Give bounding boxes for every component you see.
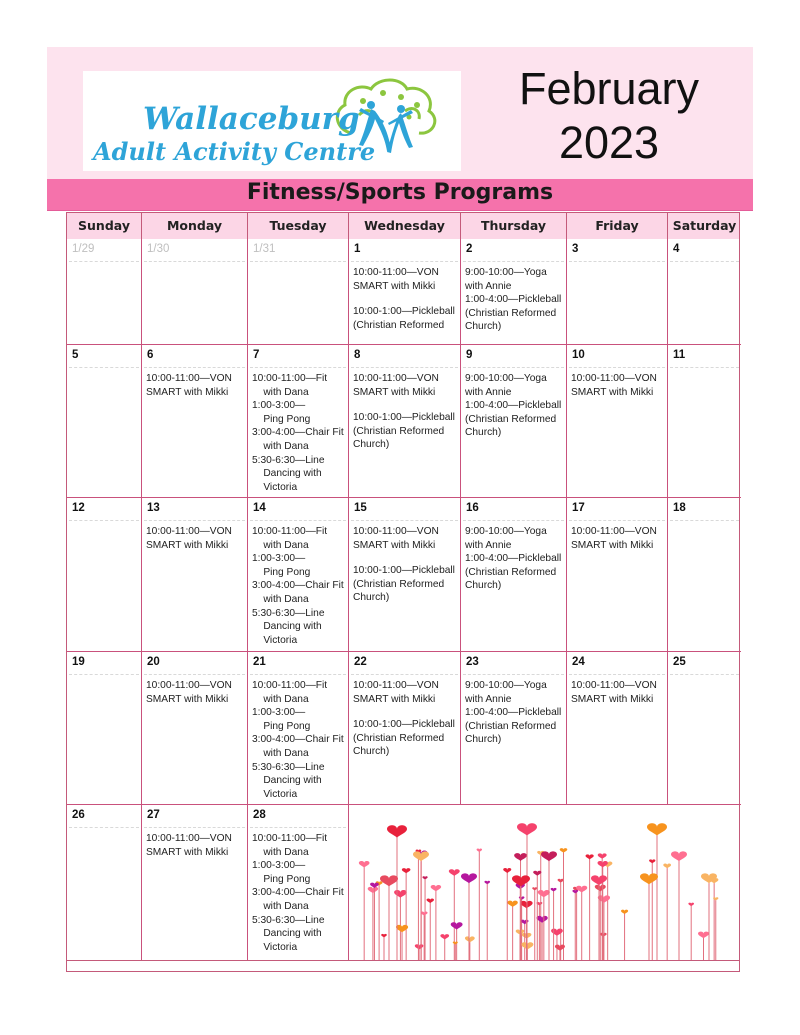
day-cell-1-29 [67,239,142,345]
day-cell-4 [668,239,741,345]
event-line: 1:00-3:00— [252,707,306,719]
heart-flower [600,933,607,937]
day-divider [670,367,739,368]
event-list [252,832,346,954]
day-divider [144,674,245,675]
event-line: 5:30-6:30—Line [252,454,325,466]
day-number: 1/31 [253,243,276,255]
day-divider [250,261,346,262]
event-list [465,525,564,593]
event-line: with Dana [252,846,309,858]
event-line: 1:00-4:00—Pickleball [465,400,562,412]
event-list [465,266,564,334]
event-line: SMART with Mikki [146,693,229,705]
hearts-decoration [349,816,737,960]
heart-flower [394,890,407,898]
day-cell-23 [461,652,567,805]
heart-flower [477,849,482,852]
event-list [465,679,564,747]
event-line: SMART with Mikki [353,386,436,398]
event-line: 10:00-11:00—Fit [252,833,328,844]
event-line: Church) [465,427,502,439]
day-number: 11 [673,349,686,361]
day-divider [69,367,139,368]
day-number: 5 [72,349,79,361]
event-line: 1:00-4:00—Pickleball [465,707,562,719]
event-line: Church) [465,580,502,592]
banner-title: Fitness/Sports Programs [246,180,554,205]
day-divider [670,520,739,521]
event-line: Victoria [252,941,298,953]
event-line: 5:30-6:30—Line [252,607,325,619]
weekday-saturday: Saturday [672,218,737,233]
event-line: with Dana [252,386,309,398]
event-line: (Christian Reformed [465,413,557,425]
event-line: 3:00-4:00—Chair Fit [252,887,344,899]
event-line: with Dana [252,747,309,759]
heart-flower [503,868,511,873]
weekday-monday: Monday [142,213,248,239]
event-list [571,679,665,706]
heart-flower [484,881,490,885]
logo-title-line1: Wallaceburg [143,101,360,137]
event-line: 1:00-3:00— [252,553,306,565]
header [47,47,753,179]
event-line: 10:00-11:00—VON [571,373,657,384]
day-cell-13 [142,498,248,652]
event-line: Victoria [252,481,298,493]
day-cell-2 [461,239,567,345]
weekday-thursday: Thursday [461,213,567,239]
heart-flower [640,873,658,884]
event-line: SMART with Mikki [146,846,229,858]
event-line: 1:00-3:00— [252,860,306,872]
event-list [252,372,346,494]
event-line: 9:00-10:00—Yoga [465,680,547,691]
event-line: 10:00-11:00—VON [571,680,657,691]
day-number: 9 [466,349,473,361]
heart-flower [598,861,608,868]
heart-flower [514,853,527,861]
day-cell-1-30 [142,239,248,345]
heart-flower [598,853,607,859]
heart-flower [380,875,398,886]
event-line: 10:00-1:00—Pickleball [353,719,455,731]
day-cell-12 [67,498,142,652]
heart-flower [532,887,537,890]
heart-flower [647,823,667,836]
heart-flower [586,854,594,859]
day-divider [351,674,458,675]
day-cell-1-31 [248,239,349,345]
calendar-footer-strip [66,960,740,972]
day-number: 26 [72,809,85,821]
heart-flower [595,885,606,892]
event-line: 10:00-1:00—Pickleball [353,565,455,577]
day-number: 3 [572,243,579,255]
day-divider [250,367,346,368]
day-cell-19 [67,652,142,805]
event-line: 1:00-4:00—Pickleball [465,294,562,306]
day-number: 20 [147,656,160,668]
programs-banner [47,179,753,211]
event-line: 10:00-11:00—VON [146,833,232,844]
day-divider [69,261,139,262]
event-line: (Christian Reformed [465,720,557,732]
event-line: 3:00-4:00—Chair Fit [252,734,344,746]
day-cell-24 [567,652,668,805]
event-line: with Annie [465,386,512,398]
weekday-tuesday: Tuesday [248,213,349,239]
day-divider [351,520,458,521]
day-divider [463,261,564,262]
event-line: Church) [465,734,502,746]
event-list [252,679,346,801]
day-number: 19 [72,656,85,668]
event-line: Victoria [252,788,298,800]
heart-flower [422,876,427,879]
day-number: 6 [147,349,154,361]
day-number: 18 [673,502,686,514]
day-cell-6 [142,345,248,498]
day-number: 2 [466,243,473,255]
event-line: with Dana [252,900,309,912]
heart-flower [576,886,587,893]
event-line: 10:00-11:00—VON [353,267,439,278]
heart-flower [519,896,525,900]
event-line: (Christian Reformed [353,319,445,331]
day-cell-9 [461,345,567,498]
heart-flower [461,873,477,883]
day-cell-16 [461,498,567,652]
event-line: (Christian Reformed [353,732,445,744]
heart-flower [387,825,407,838]
event-line: SMART with Mikki [571,539,654,551]
day-divider [144,520,245,521]
day-divider [69,520,139,521]
day-number: 1 [354,243,361,255]
weekday-wednesday: Wednesday [349,213,461,239]
heart-flower [465,936,475,942]
day-number: 25 [673,656,686,668]
day-divider [670,261,739,262]
day-divider [670,674,739,675]
event-list [146,679,245,706]
event-list [571,372,665,399]
day-cell-22 [349,652,461,805]
heart-flower [688,903,694,907]
event-line: 9:00-10:00—Yoga [465,526,547,537]
event-list [465,372,564,440]
day-number: 7 [253,349,260,361]
day-cell-21 [248,652,349,805]
event-line: SMART with Mikki [353,539,436,551]
event-line: 10:00-11:00—Fit [252,680,328,691]
day-cell-3 [567,239,668,345]
event-line: 10:00-11:00—VON [146,680,232,691]
day-number: 15 [354,502,367,514]
event-line: (Christian Reformed [465,307,557,319]
heart-flower [359,861,370,868]
day-cell-11 [668,345,741,498]
day-divider [250,674,346,675]
logo [83,71,461,171]
event-line: SMART with Mikki [571,386,654,398]
event-line: (Christian Reformed [465,566,557,578]
day-cell-8 [349,345,461,498]
day-number: 12 [72,502,85,514]
weekday-friday: Friday [567,213,668,239]
day-cell-14 [248,498,349,652]
day-cell-1 [349,239,461,345]
hearts-garden-image [349,816,737,960]
heart-flower [538,890,550,898]
day-divider [463,367,564,368]
event-list [146,525,245,552]
day-number: 16 [466,502,479,514]
day-number: 8 [354,349,361,361]
heart-flower [551,888,557,892]
event-list [252,525,346,647]
day-cell-25 [668,652,741,805]
event-line: with Annie [465,280,512,292]
event-line: 10:00-11:00—VON [571,526,657,537]
heart-flower [517,823,537,836]
heart-flower [533,871,541,876]
heart-flower [415,944,424,949]
event-list [146,832,245,859]
event-line: with Dana [252,593,309,605]
heart-flower [541,851,557,861]
event-list [353,266,458,332]
event-line: 10:00-11:00—Fit [252,373,328,384]
heart-flower [649,859,655,863]
event-line: with Annie [465,539,512,551]
day-divider [463,520,564,521]
heart-flower [558,879,564,883]
day-cell-28 [248,805,349,961]
title-year: 2023 [558,117,660,168]
event-line: 10:00-11:00—VON [146,373,232,384]
day-number: 4 [673,243,680,255]
day-divider [250,520,346,521]
day-number: 14 [253,502,266,514]
heart-flower [598,895,610,903]
heart-flower [507,901,517,908]
day-number: 17 [572,502,585,514]
event-line: 1:00-3:00— [252,400,306,412]
event-line: with Dana [252,440,309,452]
heart-flower [431,885,441,892]
event-line: 10:00-11:00—VON [353,373,439,384]
heart-flower [449,869,460,876]
event-line: with Annie [465,693,512,705]
heart-flower [536,916,547,923]
day-number: 13 [147,502,160,514]
heart-flower [368,887,378,894]
event-line: Ping Pong [252,566,311,578]
event-line: Dancing with [252,621,322,633]
day-divider [144,261,245,262]
day-cell-26 [67,805,142,961]
event-line: (Christian Reformed [353,425,445,437]
event-list [353,679,458,759]
event-line: Church) [465,321,502,333]
event-line: 5:30-6:30—Line [252,761,325,773]
event-list [146,372,245,399]
day-divider [569,261,665,262]
day-cell-27 [142,805,248,961]
event-line: Dancing with [252,468,322,480]
day-divider [463,674,564,675]
heart-flower [451,922,463,930]
event-line: 10:00-1:00—Pickleball [353,306,455,318]
title-month: February [518,63,700,114]
day-cell-20 [142,652,248,805]
day-number: 1/29 [72,243,95,255]
event-line: Church) [353,592,390,604]
event-line: 10:00-11:00—VON [146,526,232,537]
event-line: SMART with Mikki [146,386,229,398]
day-divider [69,674,139,675]
event-line: 9:00-10:00—Yoga [465,267,547,278]
heart-flower [591,875,607,885]
day-number: 24 [572,656,585,668]
weekday-sunday: Sunday [67,213,142,239]
event-line: 3:00-4:00—Chair Fit [252,580,344,592]
day-divider [569,520,665,521]
event-line: Ping Pong [252,873,311,885]
event-line: 5:30-6:30—Line [252,914,325,926]
heart-flower [671,851,687,861]
event-line: with Dana [252,539,309,551]
day-number: 21 [253,656,266,668]
day-cell-15 [349,498,461,652]
day-divider [69,827,139,828]
event-list [571,525,665,552]
day-cell-5 [67,345,142,498]
day-cell-10 [567,345,668,498]
event-line: 10:00-11:00—VON [353,680,439,691]
event-line: Dancing with [252,928,322,940]
heart-flower [426,898,434,903]
day-number: 10 [572,349,585,361]
day-divider [144,367,245,368]
heart-flower [621,910,628,915]
event-line: Church) [353,746,390,758]
weekday-header-row [67,213,739,239]
event-line: with Dana [252,693,309,705]
event-line: Ping Pong [252,413,311,425]
heart-flower [663,864,671,869]
heart-flower [560,848,568,853]
event-line: SMART with Mikki [571,693,654,705]
event-line: Victoria [252,634,298,646]
day-number: 28 [253,809,266,821]
heart-flower [402,868,411,873]
event-line: Dancing with [252,775,322,787]
heart-flower [572,890,578,894]
event-line: 9:00-10:00—Yoga [465,373,547,384]
event-line: SMART with Mikki [146,539,229,551]
day-number: 27 [147,809,160,821]
day-divider [351,261,458,262]
day-divider [351,367,458,368]
heart-flower [698,932,709,939]
day-cell-18 [668,498,741,652]
logo-title-line2: Adult Activity Centre [93,137,376,166]
event-line: Ping Pong [252,720,311,732]
day-number: 23 [466,656,479,668]
event-line: SMART with Mikki [353,280,436,292]
event-list [353,372,458,452]
day-divider [144,827,245,828]
heart-flower [440,934,449,940]
day-divider [569,674,665,675]
event-line: Church) [353,439,390,451]
day-cell-7 [248,345,349,498]
day-number: 1/30 [147,243,170,255]
event-line: 10:00-11:00—VON [353,526,439,537]
day-divider [250,827,346,828]
day-divider [569,367,665,368]
heart-flower [381,934,387,938]
event-line: (Christian Reformed [353,578,445,590]
event-line: SMART with Mikki [353,693,436,705]
day-number: 22 [354,656,367,668]
day-cell-17 [567,498,668,652]
event-line: 10:00-1:00—Pickleball [353,412,455,424]
event-line: 10:00-11:00—Fit [252,526,328,537]
event-line: 1:00-4:00—Pickleball [465,553,562,565]
event-line: 3:00-4:00—Chair Fit [252,427,344,439]
event-list [353,525,458,605]
